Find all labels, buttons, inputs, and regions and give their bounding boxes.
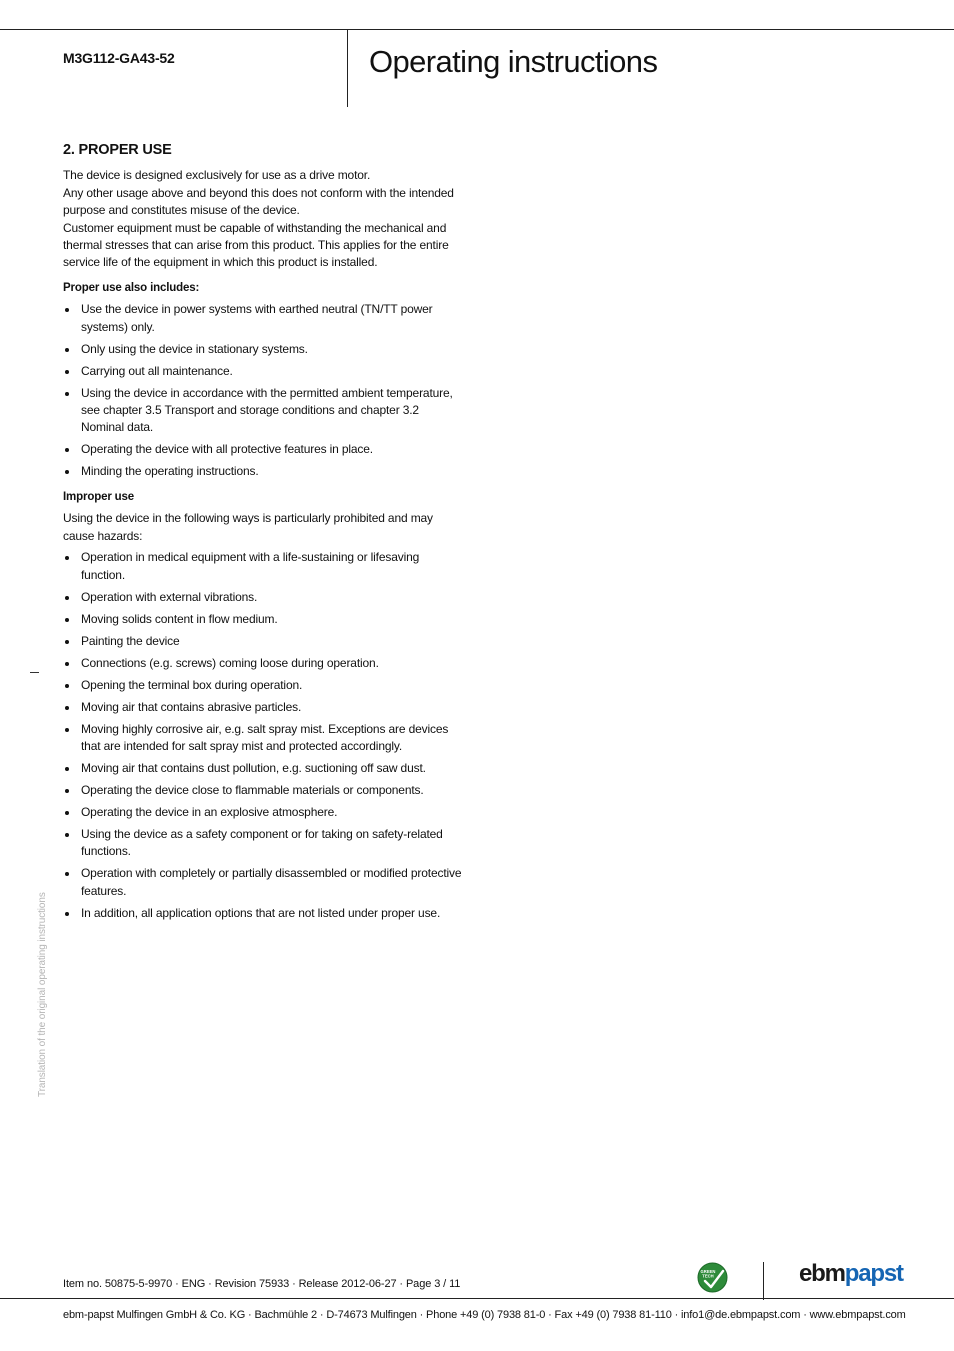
improper-use-heading: Improper use bbox=[63, 490, 135, 503]
svg-text:TECH: TECH bbox=[702, 1273, 714, 1279]
document-title: Operating instructions bbox=[369, 44, 658, 79]
list-item: Moving solids content in flow medium. bbox=[63, 611, 463, 628]
list-item: Operating the device close to flammable materials or components. bbox=[63, 782, 463, 799]
list-item: Moving air that contains dust pollution, e.g. suctioning off saw dust. bbox=[63, 760, 463, 777]
section-heading: 2. PROPER USE bbox=[63, 142, 172, 158]
list-item: Minding the operating instructions. bbox=[63, 463, 463, 480]
list-item: Moving highly corrosive air, e.g. salt spray mist. Exceptions are devices that are intended for salt spray mist and protected accordingly. bbox=[63, 721, 463, 756]
list-item: Operation in medical equipment with a life-sustaining or lifesaving function. bbox=[63, 549, 463, 584]
intro-paragraph: The device is designed exclusively for use as a drive motor. bbox=[63, 168, 371, 183]
list-item: Only using the device in stationary systems. bbox=[63, 341, 463, 358]
list-item: Using the device as a safety component or for taking on safety-related functions. bbox=[63, 826, 463, 861]
greentech-logo-icon bbox=[697, 1262, 728, 1293]
list-item: Carrying out all maintenance. bbox=[63, 363, 463, 380]
list-item: Using the device in accordance with the permitted ambient temperature, see chapter 3.5 Transport and storage conditions and chapter 3.2 Nominal data. bbox=[63, 385, 463, 437]
list-item: Connections (e.g. screws) coming loose during operation. bbox=[63, 655, 463, 672]
list-item: Operation with completely or partially disassembled or modified protective features. bbox=[63, 865, 463, 900]
list-item: Use the device in power systems with earthed neutral (TN/TT power systems) only. bbox=[63, 301, 463, 336]
list-item: Operating the device in an explosive atmosphere. bbox=[63, 804, 463, 821]
company-info-line: ebm-papst Mulfingen GmbH & Co. KG · Bachmühle 2 · D-74673 Mulfingen · Phone +49 (0) 7938 81-0 · Fax +49 (0) 7938 81-110 · info1@de.ebmpapst.com · www.ebmpapst.com bbox=[63, 1309, 906, 1321]
proper-use-heading: Proper use also includes: bbox=[63, 281, 200, 294]
list-item: Opening the terminal box during operation. bbox=[63, 677, 463, 694]
list-item: Operating the device with all protective features in place. bbox=[63, 441, 463, 458]
footer-divider bbox=[763, 1262, 764, 1300]
list-item: Operation with external vibrations. bbox=[63, 589, 463, 606]
item-info-line: Item no. 50875-5-9970 · ENG · Revision 75933 · Release 2012-06-27 · Page 3 / 11 bbox=[63, 1278, 461, 1290]
intro-paragraph: Any other usage above and beyond this does not conform with the intended purpose and constitutes misuse of the device. bbox=[63, 185, 454, 218]
ebmpapst-logo: ebmpapst bbox=[799, 1260, 903, 1287]
greentech-logo-text: GREEN bbox=[700, 1269, 716, 1274]
proper-use-list bbox=[63, 301, 463, 481]
improper-use-list bbox=[63, 549, 463, 922]
list-item: Painting the device bbox=[63, 633, 463, 650]
margin-mark bbox=[30, 672, 39, 673]
top-rule bbox=[0, 29, 954, 30]
page-content bbox=[63, 142, 463, 928]
list-item: Moving air that contains abrasive particles. bbox=[63, 699, 463, 716]
list-item: In addition, all application options that are not listed under proper use. bbox=[63, 905, 463, 922]
bottom-rule bbox=[0, 1298, 954, 1299]
side-note: Translation of the original operating instructions bbox=[37, 892, 48, 1097]
model-number: M3G112-GA43-52 bbox=[63, 50, 175, 66]
improper-use-intro: Using the device in the following ways is particularly prohibited and may cause hazards: bbox=[63, 511, 433, 543]
intro-paragraph: Customer equipment must be capable of withstanding the mechanical and thermal stresses that can arise from this product. This applies for the entire service life of the equipment in which this product is installed. bbox=[63, 220, 449, 270]
header-divider bbox=[347, 29, 348, 107]
